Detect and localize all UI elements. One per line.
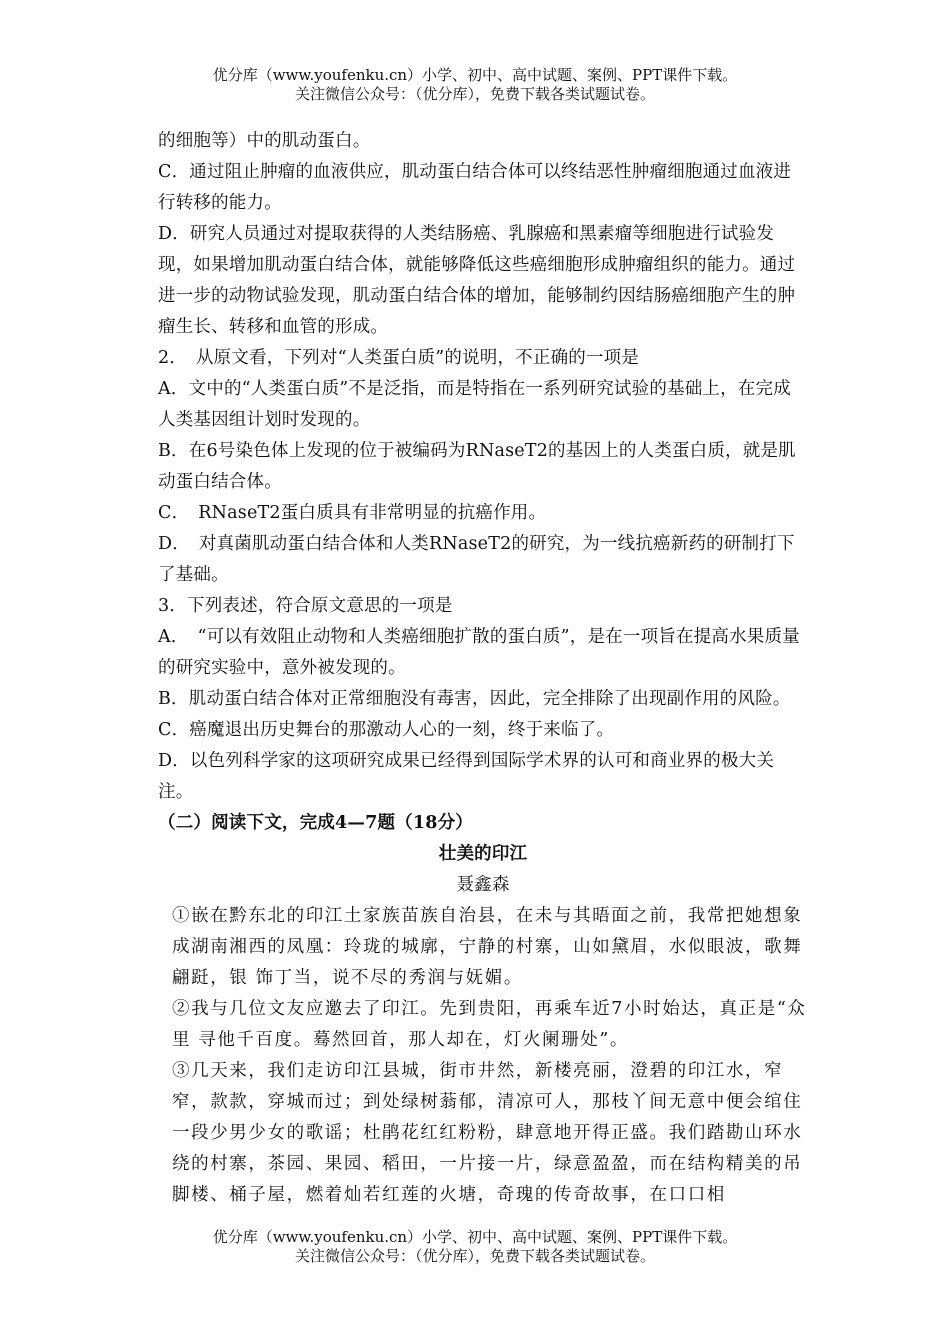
document-body [158,126,808,1211]
article-title: 壮美的印江 [438,844,528,864]
q2-stem: 2． 从原文看，下列对“人类蛋白质”的说明，不正确的一项是 [158,348,640,368]
q2-option-c: C． RNaseT2蛋白质具有非常明显的抗癌作用。 [158,503,547,523]
q3-option-c: C．癌魔退出历史舞台的那激动人心的一刻，终于来临了。 [158,720,615,740]
article-paragraph-3: ③几天来，我们走访印江县城，街市井然，新楼亮丽，澄碧的印江水，窄窄，款款，穿城而过；到处绿树蓊郁，清凉可人，那枝丫间无意中便会绾住一段少男少女的歌谣；杜鹃花红红粉粉，肆意地开得正盛。我们踏勘山环水绕的村寨，茶园、果园、稻田，一片接一片，绿意盈盈，而在结构精美的吊脚楼、桶子屋，燃着灿若红莲的火塘，奇瑰的传奇故事，在口口相 [172,1061,803,1205]
page-footer [0,1228,950,1266]
q3-option-a: A． “可以有效阻止动物和人类癌细胞扩散的蛋白质”，是在一项旨在提高水果质量的研究实验中，意外被发现的。 [158,627,800,678]
q1-option-d: D．研究人员通过对提取获得的人类结肠癌、乳腺癌和黑素瘤等细胞进行试验发现，如果增加肌动蛋白结合体，就能够降低这些癌细胞形成肿瘤组织的能力。通过进一步的动物试验发现，肌动蛋白结合体的增加，能够制约因结肠癌细胞产生的肿瘤生长、转移和血管的形成。 [158,224,796,337]
q3-option-d: D．以色列科学家的这项研究成果已经得到国际学术界的认可和商业界的极大关注。 [158,751,775,802]
page-header [0,66,950,104]
header-line-2: 关注微信公众号：（优分库），免费下载各类试题试卷。 [294,85,655,103]
q3-option-b: B．肌动蛋白结合体对正常细胞没有毒害，因此，完全排除了出现副作用的风险。 [158,689,791,709]
q3-stem: 3．下列表述，符合原文意思的一项是 [158,596,453,616]
q2-option-b: B．在6号染色体上发现的位于被编码为RNaseT2的基因上的人类蛋白质，就是肌动蛋白结合体。 [158,441,796,492]
q2-option-d: D． 对真菌肌动蛋白结合体和人类RNaseT2的研究，为一线抗癌新药的研制打下了基础。 [158,534,795,585]
article-paragraph-1: ①嵌在黔东北的印江土家族苗族自治县，在未与其晤面之前，我常把她想象成湖南湘西的凤凰：玲珑的城廓，宁静的村寨，山如黛眉，水似眼波，歌舞翩跹，银 饰丁当，说不尽的秀润与妩媚。 [172,906,803,988]
q1-option-c: C．通过阻止肿瘤的血液供应，肌动蛋白结合体可以终结恶性肿瘤细胞通过血液进行转移的能力。 [158,162,792,213]
footer-line-2: 关注微信公众号：（优分库），免费下载各类试题试卷。 [294,1247,655,1265]
article-author: 聂鑫森 [456,875,510,895]
q2-option-a: A．文中的“人类蛋白质”不是泛指，而是特指在一系列研究试验的基础上，在完成人类基因组计划时发现的。 [158,379,791,430]
header-line-1: 优分库（www.youfenku.cn）小学、初中、高中试题、案例、PPT课件下载。 [212,66,738,84]
article-paragraph-2: ②我与几位文友应邀去了印江。先到贵阳，再乘车近7小时始达，真正是“众里 寻他千百度。蓦然回首，那人却在，灯火阑珊处”。 [172,999,807,1050]
section-heading: （二）阅读下文，完成4—7题（18分） [158,813,474,833]
q1-continuation: 的细胞等）中的肌动蛋白。 [158,131,371,151]
footer-line-1: 优分库（www.youfenku.cn）小学、初中、高中试题、案例、PPT课件下载。 [212,1228,738,1246]
